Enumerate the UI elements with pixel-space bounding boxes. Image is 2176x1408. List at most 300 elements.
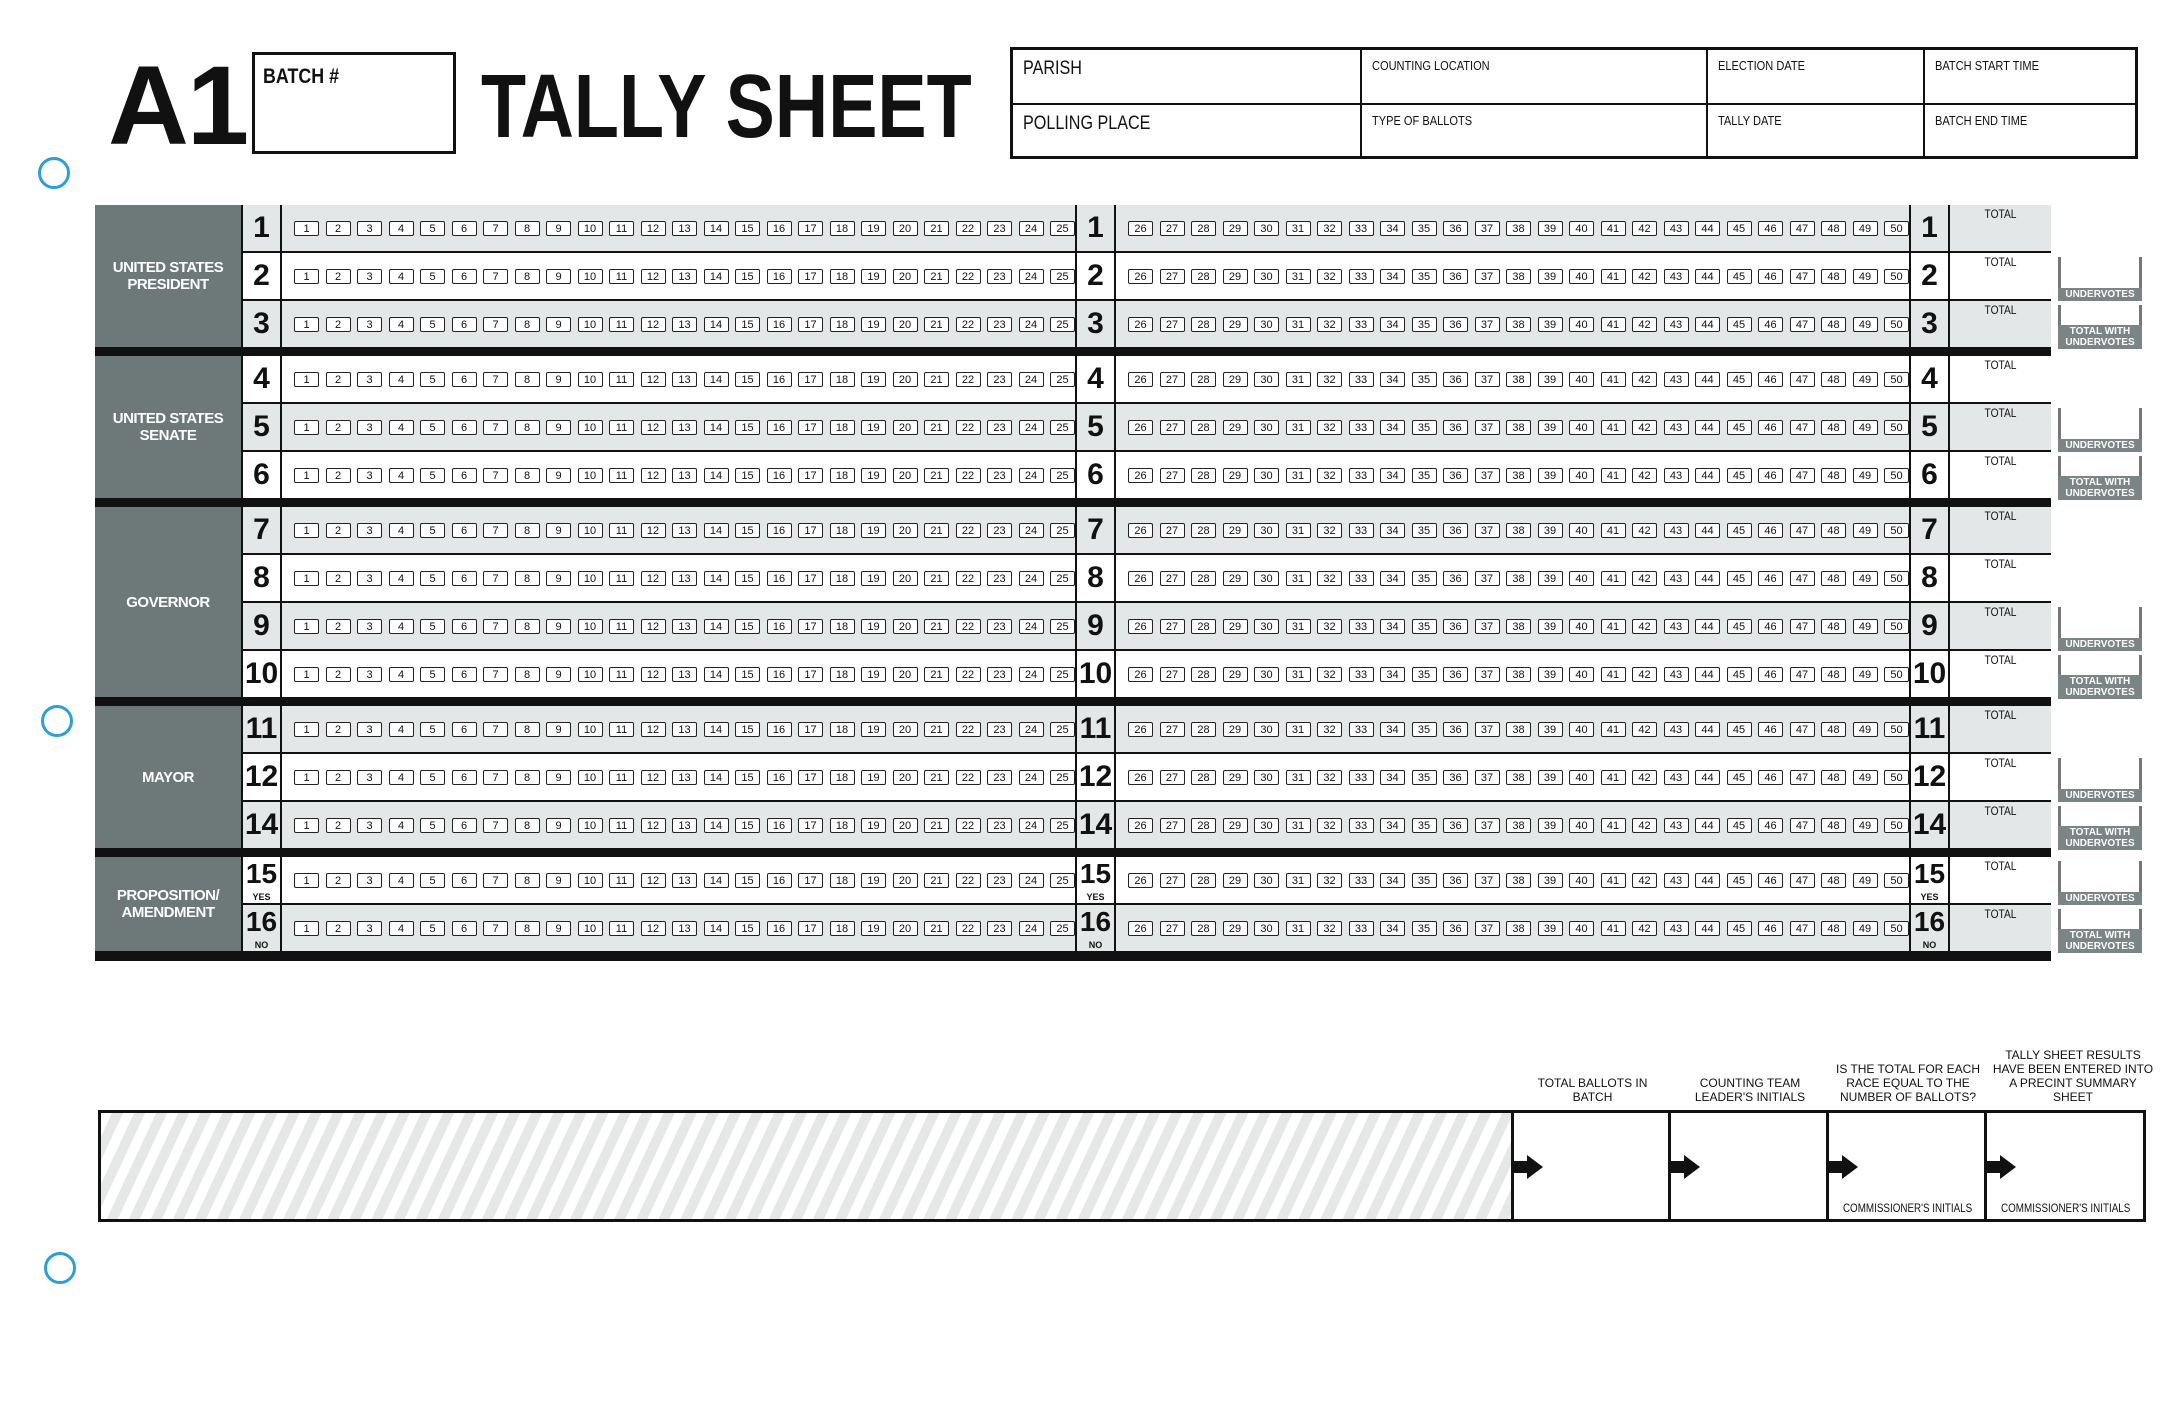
tally-box[interactable]: 26 [1128, 571, 1153, 586]
tally-box[interactable]: 4 [389, 221, 414, 236]
tally-box[interactable]: 37 [1475, 818, 1500, 833]
tally-box[interactable]: 42 [1632, 571, 1657, 586]
tally-box[interactable]: 19 [861, 722, 886, 737]
tally-box[interactable]: 27 [1160, 770, 1185, 785]
tally-box[interactable]: 45 [1727, 921, 1752, 936]
tally-box[interactable]: 31 [1286, 420, 1311, 435]
tally-box[interactable]: 1 [294, 372, 319, 387]
tally-box[interactable]: 16 [767, 722, 792, 737]
tally-box[interactable]: 50 [1884, 619, 1909, 634]
tally-box[interactable]: 49 [1853, 818, 1878, 833]
tally-box[interactable]: 8 [515, 873, 540, 888]
tally-box[interactable]: 31 [1286, 468, 1311, 483]
tally-box[interactable]: 1 [294, 269, 319, 284]
tally-box[interactable]: 1 [294, 818, 319, 833]
tally-box[interactable]: 16 [767, 873, 792, 888]
tally-box[interactable]: 15 [735, 921, 760, 936]
tally-box[interactable]: 41 [1601, 221, 1626, 236]
tally-box[interactable]: 26 [1128, 317, 1153, 332]
tally-box[interactable]: 47 [1790, 619, 1815, 634]
tally-box[interactable]: 35 [1412, 420, 1437, 435]
tally-box[interactable]: 48 [1821, 571, 1846, 586]
tally-box[interactable]: 40 [1569, 468, 1594, 483]
tally-box[interactable]: 43 [1664, 619, 1689, 634]
tally-box[interactable]: 24 [1019, 619, 1044, 634]
tally-box[interactable]: 50 [1884, 221, 1909, 236]
tally-box[interactable]: 42 [1632, 372, 1657, 387]
tally-box[interactable]: 45 [1727, 468, 1752, 483]
tally-box[interactable]: 26 [1128, 619, 1153, 634]
tally-box[interactable]: 3 [357, 619, 382, 634]
tally-box[interactable]: 8 [515, 667, 540, 682]
tally-box[interactable]: 26 [1128, 420, 1153, 435]
tally-box[interactable]: 8 [515, 269, 540, 284]
tally-box[interactable]: 2 [326, 619, 351, 634]
tally-box[interactable]: 3 [357, 921, 382, 936]
tally-box[interactable]: 27 [1160, 667, 1185, 682]
tally-box[interactable]: 4 [389, 667, 414, 682]
tally-box[interactable]: 36 [1443, 722, 1468, 737]
tally-box[interactable]: 37 [1475, 523, 1500, 538]
tally-box[interactable]: 19 [861, 468, 886, 483]
tally-box[interactable]: 50 [1884, 770, 1909, 785]
tally-box[interactable]: 50 [1884, 523, 1909, 538]
tally-box[interactable]: 17 [798, 372, 823, 387]
tally-box[interactable]: 29 [1223, 571, 1248, 586]
tally-box[interactable]: 46 [1758, 619, 1783, 634]
tally-box[interactable]: 1 [294, 420, 319, 435]
tally-box[interactable]: 18 [830, 770, 855, 785]
tally-box[interactable]: 15 [735, 269, 760, 284]
tally-box[interactable]: 3 [357, 770, 382, 785]
tally-box[interactable]: 20 [893, 667, 918, 682]
tally-box[interactable]: 28 [1191, 221, 1216, 236]
tally-box[interactable]: 48 [1821, 372, 1846, 387]
tally-box[interactable]: 20 [893, 571, 918, 586]
tally-box[interactable]: 35 [1412, 269, 1437, 284]
tally-box[interactable]: 30 [1254, 269, 1279, 284]
tally-box[interactable]: 20 [893, 619, 918, 634]
tally-box[interactable]: 47 [1790, 722, 1815, 737]
tally-box[interactable]: 23 [987, 372, 1012, 387]
tally-box[interactable]: 12 [641, 372, 666, 387]
tally-box[interactable]: 5 [420, 770, 445, 785]
tally-box[interactable]: 12 [641, 667, 666, 682]
tally-box[interactable]: 45 [1727, 269, 1752, 284]
polling-place-field[interactable] [1013, 105, 1362, 156]
tally-box[interactable]: 40 [1569, 523, 1594, 538]
tally-box[interactable]: 24 [1019, 221, 1044, 236]
tally-box[interactable]: 41 [1601, 468, 1626, 483]
tally-box[interactable]: 39 [1538, 818, 1563, 833]
tally-box[interactable]: 20 [893, 523, 918, 538]
tally-box[interactable]: 3 [357, 372, 382, 387]
tally-box[interactable]: 38 [1506, 619, 1531, 634]
tally-box[interactable]: 24 [1019, 468, 1044, 483]
tally-box[interactable]: 23 [987, 722, 1012, 737]
tally-box[interactable]: 14 [704, 420, 729, 435]
tally-box[interactable]: 31 [1286, 619, 1311, 634]
tally-box[interactable]: 16 [767, 818, 792, 833]
tally-box[interactable]: 12 [641, 221, 666, 236]
tally-box[interactable]: 29 [1223, 921, 1248, 936]
tally-box[interactable]: 33 [1349, 468, 1374, 483]
tally-box[interactable]: 15 [735, 818, 760, 833]
tally-box[interactable]: 6 [452, 372, 477, 387]
tally-box[interactable]: 29 [1223, 523, 1248, 538]
type-of-ballots-field[interactable] [1362, 105, 1708, 156]
tally-box[interactable]: 7 [483, 770, 508, 785]
tally-box[interactable]: 48 [1821, 818, 1846, 833]
tally-box[interactable]: 4 [389, 372, 414, 387]
tally-box[interactable]: 14 [704, 221, 729, 236]
tally-box[interactable]: 45 [1727, 372, 1752, 387]
tally-box[interactable]: 8 [515, 571, 540, 586]
tally-box[interactable]: 33 [1349, 269, 1374, 284]
tally-box[interactable]: 27 [1160, 921, 1185, 936]
tally-box[interactable]: 27 [1160, 523, 1185, 538]
tally-box[interactable]: 35 [1412, 667, 1437, 682]
tally-box[interactable]: 2 [326, 269, 351, 284]
tally-box[interactable]: 36 [1443, 873, 1468, 888]
parish-field[interactable] [1013, 50, 1362, 105]
tally-box[interactable]: 42 [1632, 667, 1657, 682]
tally-box[interactable]: 32 [1317, 420, 1342, 435]
tally-box[interactable]: 29 [1223, 468, 1248, 483]
tally-box[interactable]: 11 [609, 269, 634, 284]
tally-box[interactable]: 43 [1664, 722, 1689, 737]
tally-box[interactable]: 37 [1475, 921, 1500, 936]
tally-box[interactable]: 21 [924, 372, 949, 387]
tally-box[interactable]: 43 [1664, 468, 1689, 483]
tally-box[interactable]: 34 [1380, 420, 1405, 435]
tally-box[interactable]: 46 [1758, 571, 1783, 586]
tally-box[interactable]: 48 [1821, 420, 1846, 435]
tally-box[interactable]: 44 [1695, 619, 1720, 634]
tally-box[interactable]: 47 [1790, 818, 1815, 833]
tally-box[interactable]: 36 [1443, 221, 1468, 236]
tally-box[interactable]: 2 [326, 818, 351, 833]
tally-box[interactable]: 8 [515, 221, 540, 236]
tally-box[interactable]: 32 [1317, 921, 1342, 936]
tally-box[interactable]: 43 [1664, 523, 1689, 538]
tally-box[interactable]: 18 [830, 221, 855, 236]
tally-box[interactable]: 3 [357, 667, 382, 682]
tally-box[interactable]: 31 [1286, 722, 1311, 737]
tally-box[interactable]: 40 [1569, 317, 1594, 332]
tally-box[interactable]: 9 [546, 873, 571, 888]
tally-box[interactable]: 16 [767, 770, 792, 785]
tally-box[interactable]: 12 [641, 420, 666, 435]
tally-box[interactable]: 20 [893, 921, 918, 936]
tally-box[interactable]: 43 [1664, 571, 1689, 586]
tally-box[interactable]: 11 [609, 921, 634, 936]
tally-box[interactable]: 11 [609, 873, 634, 888]
tally-box[interactable]: 17 [798, 818, 823, 833]
tally-box[interactable]: 50 [1884, 269, 1909, 284]
tally-box[interactable]: 13 [672, 921, 697, 936]
tally-box[interactable]: 49 [1853, 722, 1878, 737]
tally-box[interactable]: 28 [1191, 722, 1216, 737]
tally-box[interactable]: 26 [1128, 667, 1153, 682]
tally-box[interactable]: 22 [956, 372, 981, 387]
tally-box[interactable]: 43 [1664, 221, 1689, 236]
tally-box[interactable]: 21 [924, 667, 949, 682]
tally-box[interactable]: 44 [1695, 818, 1720, 833]
tally-box[interactable]: 43 [1664, 372, 1689, 387]
tally-box[interactable]: 9 [546, 317, 571, 332]
tally-box[interactable]: 12 [641, 818, 666, 833]
tally-box[interactable]: 17 [798, 722, 823, 737]
tally-box[interactable]: 24 [1019, 921, 1044, 936]
tally-box[interactable]: 10 [578, 317, 603, 332]
tally-box[interactable]: 48 [1821, 468, 1846, 483]
tally-box[interactable]: 25 [1050, 619, 1075, 634]
tally-box[interactable]: 49 [1853, 921, 1878, 936]
tally-box[interactable]: 34 [1380, 619, 1405, 634]
tally-box[interactable]: 35 [1412, 571, 1437, 586]
tally-box[interactable]: 16 [767, 269, 792, 284]
tally-box[interactable]: 14 [704, 317, 729, 332]
batch-number-field[interactable] [252, 52, 456, 154]
tally-box[interactable]: 40 [1569, 221, 1594, 236]
tally-box[interactable]: 17 [798, 873, 823, 888]
tally-box[interactable]: 16 [767, 667, 792, 682]
tally-box[interactable]: 29 [1223, 420, 1248, 435]
tally-box[interactable]: 11 [609, 523, 634, 538]
tally-box[interactable]: 7 [483, 420, 508, 435]
tally-box[interactable]: 24 [1019, 317, 1044, 332]
tally-box[interactable]: 11 [609, 619, 634, 634]
tally-box[interactable]: 21 [924, 269, 949, 284]
undervotes-field[interactable] [2058, 607, 2142, 651]
tally-box[interactable]: 17 [798, 571, 823, 586]
tally-box[interactable]: 11 [609, 221, 634, 236]
tally-box[interactable]: 2 [326, 420, 351, 435]
tally-box[interactable]: 15 [735, 372, 760, 387]
tally-box[interactable]: 5 [420, 372, 445, 387]
tally-box[interactable]: 7 [483, 667, 508, 682]
tally-box[interactable]: 44 [1695, 722, 1720, 737]
tally-box[interactable]: 37 [1475, 468, 1500, 483]
tally-box[interactable]: 28 [1191, 619, 1216, 634]
total-field[interactable] [1950, 651, 2051, 697]
tally-box[interactable]: 36 [1443, 468, 1468, 483]
tally-box[interactable]: 30 [1254, 372, 1279, 387]
tally-box[interactable]: 14 [704, 873, 729, 888]
tally-box[interactable]: 12 [641, 619, 666, 634]
tally-box[interactable]: 28 [1191, 372, 1216, 387]
undervotes-field[interactable] [2058, 758, 2142, 802]
tally-box[interactable]: 20 [893, 317, 918, 332]
tally-box[interactable]: 6 [452, 269, 477, 284]
tally-box[interactable]: 25 [1050, 770, 1075, 785]
tally-box[interactable]: 48 [1821, 667, 1846, 682]
tally-box[interactable]: 49 [1853, 221, 1878, 236]
tally-box[interactable]: 40 [1569, 722, 1594, 737]
tally-box[interactable]: 17 [798, 269, 823, 284]
tally-box[interactable]: 30 [1254, 667, 1279, 682]
tally-box[interactable]: 19 [861, 619, 886, 634]
tally-box[interactable]: 19 [861, 571, 886, 586]
tally-box[interactable]: 6 [452, 523, 477, 538]
tally-box[interactable]: 5 [420, 221, 445, 236]
tally-box[interactable]: 22 [956, 221, 981, 236]
tally-box[interactable]: 38 [1506, 372, 1531, 387]
tally-box[interactable]: 45 [1727, 722, 1752, 737]
tally-box[interactable]: 4 [389, 770, 414, 785]
tally-box[interactable]: 3 [357, 221, 382, 236]
tally-box[interactable]: 39 [1538, 420, 1563, 435]
tally-box[interactable]: 46 [1758, 221, 1783, 236]
tally-box[interactable]: 2 [326, 722, 351, 737]
tally-box[interactable]: 15 [735, 468, 760, 483]
tally-box[interactable]: 2 [326, 372, 351, 387]
tally-box[interactable]: 37 [1475, 420, 1500, 435]
tally-box[interactable]: 49 [1853, 317, 1878, 332]
tally-box[interactable]: 50 [1884, 317, 1909, 332]
tally-box[interactable]: 49 [1853, 468, 1878, 483]
tally-box[interactable]: 43 [1664, 667, 1689, 682]
tally-box[interactable]: 22 [956, 921, 981, 936]
tally-box[interactable]: 23 [987, 619, 1012, 634]
tally-date-field[interactable] [1708, 105, 1925, 156]
tally-box[interactable]: 11 [609, 667, 634, 682]
tally-box[interactable]: 30 [1254, 468, 1279, 483]
tally-box[interactable]: 2 [326, 770, 351, 785]
tally-box[interactable]: 38 [1506, 468, 1531, 483]
tally-box[interactable]: 23 [987, 420, 1012, 435]
tally-box[interactable]: 12 [641, 722, 666, 737]
tally-box[interactable]: 49 [1853, 571, 1878, 586]
tally-box[interactable]: 24 [1019, 571, 1044, 586]
tally-box[interactable]: 32 [1317, 873, 1342, 888]
tally-box[interactable]: 46 [1758, 317, 1783, 332]
tally-box[interactable]: 18 [830, 571, 855, 586]
tally-box[interactable]: 28 [1191, 468, 1216, 483]
tally-box[interactable]: 50 [1884, 468, 1909, 483]
undervotes-field[interactable] [2058, 861, 2142, 905]
total-field[interactable] [1950, 905, 2051, 951]
total-with-undervotes-field[interactable] [2058, 806, 2142, 850]
tally-box[interactable]: 37 [1475, 873, 1500, 888]
tally-box[interactable]: 31 [1286, 221, 1311, 236]
total-with-undervotes-field[interactable] [2058, 305, 2142, 349]
tally-box[interactable]: 36 [1443, 770, 1468, 785]
tally-box[interactable]: 12 [641, 921, 666, 936]
tally-box[interactable]: 39 [1538, 619, 1563, 634]
tally-box[interactable]: 38 [1506, 571, 1531, 586]
tally-box[interactable]: 27 [1160, 468, 1185, 483]
batch-start-time-field[interactable] [1925, 50, 2135, 105]
tally-box[interactable]: 5 [420, 818, 445, 833]
tally-box[interactable]: 17 [798, 221, 823, 236]
tally-box[interactable]: 25 [1050, 523, 1075, 538]
tally-box[interactable]: 40 [1569, 619, 1594, 634]
tally-box[interactable]: 15 [735, 221, 760, 236]
tally-box[interactable]: 1 [294, 317, 319, 332]
tally-box[interactable]: 50 [1884, 873, 1909, 888]
total-ballots-field[interactable] [1514, 1110, 1671, 1222]
tally-box[interactable]: 49 [1853, 372, 1878, 387]
tally-box[interactable]: 26 [1128, 818, 1153, 833]
tally-box[interactable]: 41 [1601, 818, 1626, 833]
tally-box[interactable]: 30 [1254, 619, 1279, 634]
tally-box[interactable]: 40 [1569, 770, 1594, 785]
tally-box[interactable]: 33 [1349, 523, 1374, 538]
tally-box[interactable]: 38 [1506, 818, 1531, 833]
tally-box[interactable]: 47 [1790, 873, 1815, 888]
tally-box[interactable]: 20 [893, 468, 918, 483]
tally-box[interactable]: 21 [924, 420, 949, 435]
tally-box[interactable]: 42 [1632, 873, 1657, 888]
tally-box[interactable]: 41 [1601, 420, 1626, 435]
tally-box[interactable]: 13 [672, 317, 697, 332]
tally-box[interactable]: 44 [1695, 667, 1720, 682]
tally-box[interactable]: 17 [798, 468, 823, 483]
tally-box[interactable]: 9 [546, 468, 571, 483]
tally-box[interactable]: 25 [1050, 221, 1075, 236]
tally-box[interactable]: 6 [452, 420, 477, 435]
tally-box[interactable]: 16 [767, 317, 792, 332]
tally-box[interactable]: 19 [861, 921, 886, 936]
tally-box[interactable]: 4 [389, 468, 414, 483]
tally-box[interactable]: 8 [515, 619, 540, 634]
tally-box[interactable]: 41 [1601, 269, 1626, 284]
tally-box[interactable]: 13 [672, 571, 697, 586]
tally-box[interactable]: 14 [704, 372, 729, 387]
total-field[interactable] [1950, 754, 2051, 800]
tally-box[interactable]: 37 [1475, 619, 1500, 634]
tally-box[interactable]: 37 [1475, 269, 1500, 284]
tally-box[interactable]: 39 [1538, 571, 1563, 586]
tally-box[interactable]: 16 [767, 221, 792, 236]
tally-box[interactable]: 7 [483, 722, 508, 737]
tally-box[interactable]: 41 [1601, 770, 1626, 785]
tally-box[interactable]: 49 [1853, 667, 1878, 682]
tally-box[interactable]: 47 [1790, 468, 1815, 483]
tally-box[interactable]: 50 [1884, 818, 1909, 833]
tally-box[interactable]: 4 [389, 523, 414, 538]
tally-box[interactable]: 10 [578, 571, 603, 586]
tally-box[interactable]: 20 [893, 420, 918, 435]
tally-box[interactable]: 50 [1884, 667, 1909, 682]
tally-box[interactable]: 28 [1191, 873, 1216, 888]
tally-box[interactable]: 46 [1758, 873, 1783, 888]
tally-box[interactable]: 18 [830, 667, 855, 682]
tally-box[interactable]: 29 [1223, 770, 1248, 785]
tally-box[interactable]: 21 [924, 317, 949, 332]
tally-box[interactable]: 7 [483, 523, 508, 538]
tally-box[interactable]: 44 [1695, 372, 1720, 387]
tally-box[interactable]: 24 [1019, 420, 1044, 435]
tally-box[interactable]: 36 [1443, 317, 1468, 332]
tally-box[interactable]: 8 [515, 921, 540, 936]
tally-box[interactable]: 8 [515, 317, 540, 332]
total-field[interactable] [1950, 301, 2051, 347]
tally-box[interactable]: 17 [798, 317, 823, 332]
tally-box[interactable]: 42 [1632, 921, 1657, 936]
tally-box[interactable]: 36 [1443, 372, 1468, 387]
tally-box[interactable]: 5 [420, 420, 445, 435]
tally-box[interactable]: 38 [1506, 317, 1531, 332]
tally-box[interactable]: 41 [1601, 523, 1626, 538]
tally-box[interactable]: 17 [798, 667, 823, 682]
tally-box[interactable]: 44 [1695, 770, 1720, 785]
tally-box[interactable]: 24 [1019, 818, 1044, 833]
tally-box[interactable]: 43 [1664, 269, 1689, 284]
tally-box[interactable]: 5 [420, 523, 445, 538]
